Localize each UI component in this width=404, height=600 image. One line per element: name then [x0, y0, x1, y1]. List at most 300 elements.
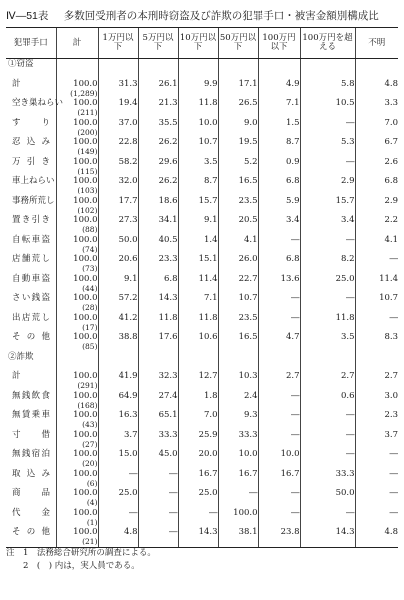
value-cell	[178, 488, 218, 508]
percentage-value: 15.1	[198, 254, 218, 264]
total-cell	[56, 176, 98, 196]
row-label-cell	[6, 352, 56, 372]
total-cell	[56, 157, 98, 177]
percentage-value: 5.8	[340, 78, 355, 89]
percentage-value: 25.9	[198, 429, 218, 440]
total-value: 100.0	[73, 468, 98, 479]
value-cell	[218, 118, 258, 138]
percentage-value: 1.4	[203, 234, 218, 245]
percentage-value: 26.5	[238, 98, 258, 108]
header-method: 犯罪手口	[6, 28, 56, 59]
value-cell	[355, 79, 398, 99]
percentage-value: 40.5	[158, 234, 178, 245]
percentage-value: 3.5	[203, 156, 218, 167]
value-cell	[300, 176, 355, 196]
percentage-value: 14.3	[158, 293, 178, 303]
percentage-value: 41.2	[118, 312, 138, 323]
percentage-value: 26.1	[158, 78, 178, 89]
row-label: ②詐欺	[8, 351, 34, 362]
percentage-value: 38.8	[118, 332, 138, 342]
value-cell	[178, 157, 218, 177]
value-cell	[138, 79, 178, 99]
row-label-cell	[6, 391, 56, 411]
table-row	[6, 508, 398, 528]
percentage-value: 19.5	[238, 137, 258, 147]
table-row	[6, 79, 398, 99]
value-cell	[178, 371, 218, 391]
percentage-value: 11.8	[158, 312, 178, 323]
value-cell	[178, 430, 218, 450]
row-label-cell	[6, 274, 56, 294]
value-cell	[178, 235, 218, 255]
percentage-value: 6.8	[285, 254, 300, 264]
percentage-value: 9.9	[203, 78, 218, 89]
value-cell	[98, 430, 138, 450]
value-cell	[258, 98, 300, 118]
total-cell	[56, 430, 98, 450]
value-cell	[138, 527, 178, 547]
percentage-value: 3.7	[384, 429, 398, 440]
value-cell	[178, 137, 218, 157]
value-cell	[138, 98, 178, 118]
value-cell	[98, 196, 138, 216]
footnote-2: 2 ( ) 内は，実人員である。	[6, 561, 140, 571]
row-label-cell	[6, 59, 56, 79]
percentage-value: 18.6	[158, 195, 178, 206]
value-cell	[98, 469, 138, 489]
total-cell	[56, 293, 98, 313]
person-count: (1)	[86, 517, 98, 527]
value-cell	[355, 430, 398, 450]
total-value: 100.0	[73, 312, 98, 323]
value-cell	[355, 59, 398, 79]
row-label: 事務所荒し	[12, 195, 55, 206]
value-cell	[355, 469, 398, 489]
row-label-cell	[6, 215, 56, 235]
value-cell	[138, 274, 178, 294]
percentage-value: ―	[169, 468, 178, 479]
table-row	[6, 215, 398, 235]
value-cell	[355, 235, 398, 255]
percentage-value: ―	[291, 312, 300, 323]
value-cell	[138, 196, 178, 216]
percentage-value: 2.7	[384, 371, 398, 381]
percentage-value: 10.7	[238, 293, 258, 303]
value-cell	[98, 254, 138, 274]
table-row	[6, 371, 398, 391]
value-cell	[258, 469, 300, 489]
percentage-value: ―	[291, 429, 300, 440]
value-cell	[138, 332, 178, 352]
percentage-value: 33.3	[158, 429, 178, 440]
percentage-value: ―	[291, 390, 300, 401]
person-count: (4)	[86, 498, 98, 507]
header-under-100k: 10万円以下	[178, 28, 218, 59]
row-label-cell	[6, 137, 56, 157]
value-cell	[138, 137, 178, 157]
percentage-value: 12.7	[198, 371, 218, 381]
percentage-value: ―	[346, 293, 355, 303]
value-cell	[218, 410, 258, 430]
value-cell	[98, 410, 138, 430]
person-count: (20)	[82, 459, 98, 468]
value-cell	[98, 118, 138, 138]
row-label: さい銭盗	[12, 293, 50, 303]
value-cell	[300, 352, 355, 372]
percentage-value: 35.5	[158, 117, 178, 128]
percentage-value: 22.7	[238, 273, 258, 284]
percentage-value: 3.7	[123, 429, 138, 440]
value-cell	[300, 235, 355, 255]
percentage-value: 38.1	[238, 527, 258, 537]
percentage-value: 31.3	[118, 78, 138, 89]
row-label: 置き引き	[12, 215, 50, 225]
percentage-value: ―	[389, 488, 398, 498]
table-row	[6, 98, 398, 118]
crime-table	[6, 27, 398, 548]
value-cell	[300, 79, 355, 99]
value-cell	[98, 235, 138, 255]
person-count: (28)	[82, 303, 98, 312]
value-cell	[98, 332, 138, 352]
value-cell	[258, 508, 300, 528]
percentage-value: 50.0	[335, 488, 355, 498]
total-cell	[56, 215, 98, 235]
percentage-value: 11.4	[379, 273, 398, 284]
value-cell	[218, 235, 258, 255]
person-count: (168)	[77, 400, 98, 410]
percentage-value: ―	[291, 234, 300, 245]
percentage-value: 14.3	[335, 527, 355, 537]
percentage-value	[356, 352, 399, 362]
value-cell	[355, 293, 398, 313]
percentage-value: 20.0	[198, 449, 218, 459]
value-cell	[300, 410, 355, 430]
value-cell	[138, 293, 178, 313]
value-cell	[138, 352, 178, 372]
value-cell	[300, 196, 355, 216]
row-label-cell	[6, 254, 56, 274]
row-label: 代 金	[12, 507, 50, 518]
row-label-cell	[6, 371, 56, 391]
percentage-value: ―	[346, 507, 355, 518]
value-cell	[355, 137, 398, 157]
percentage-value: 6.8	[285, 176, 300, 186]
percentage-value: 2.3	[384, 410, 398, 420]
total-value: 100.0	[73, 215, 98, 225]
value-cell	[98, 59, 138, 79]
person-count: (115)	[77, 166, 98, 176]
value-cell	[98, 137, 138, 157]
percentage-value: 16.7	[280, 468, 300, 479]
percentage-value: 4.1	[243, 234, 258, 245]
total-cell	[56, 352, 98, 372]
row-label: 店舗荒し	[12, 254, 50, 264]
percentage-value: 4.9	[285, 78, 300, 89]
total-cell	[56, 59, 98, 79]
value-cell	[218, 430, 258, 450]
person-count: (85)	[82, 342, 98, 351]
person-count: (21)	[82, 537, 98, 546]
percentage-value: 2.4	[243, 390, 258, 401]
value-cell	[138, 176, 178, 196]
value-cell	[138, 508, 178, 528]
percentage-value: 3.4	[340, 215, 355, 225]
value-cell	[178, 176, 218, 196]
percentage-value: 23.3	[158, 254, 178, 264]
percentage-value: 6.8	[384, 176, 398, 186]
percentage-value: 45.0	[158, 449, 178, 459]
total-cell	[56, 488, 98, 508]
percentage-value: 23.5	[238, 195, 258, 206]
percentage-value: 33.3	[335, 468, 355, 479]
percentage-value: ―	[169, 507, 178, 518]
header-unknown: 不明	[355, 28, 398, 59]
percentage-value: ―	[389, 449, 398, 459]
value-cell	[98, 488, 138, 508]
percentage-value: 16.5	[238, 332, 258, 342]
percentage-value	[259, 352, 300, 362]
percentage-value: 26.0	[238, 254, 258, 264]
person-count: (17)	[82, 322, 98, 332]
person-count: (200)	[77, 127, 98, 137]
percentage-value: 16.7	[198, 468, 218, 479]
row-label-cell	[6, 430, 56, 450]
percentage-value	[259, 59, 300, 69]
percentage-value: 20.5	[238, 215, 258, 225]
percentage-value: 27.4	[158, 390, 178, 401]
value-cell	[138, 430, 178, 450]
percentage-value	[219, 352, 258, 362]
percentage-value: 26.2	[158, 137, 178, 147]
percentage-value: 25.0	[118, 488, 138, 498]
value-cell	[300, 488, 355, 508]
value-cell	[178, 508, 218, 528]
value-cell	[300, 118, 355, 138]
percentage-value: 15.7	[198, 195, 218, 206]
value-cell	[98, 157, 138, 177]
percentage-value: 34.1	[158, 215, 178, 225]
value-cell	[98, 79, 138, 99]
percentage-value: 1.8	[203, 390, 218, 401]
header-under-500k: 50万円以下	[218, 28, 258, 59]
value-cell	[300, 215, 355, 235]
value-cell	[218, 469, 258, 489]
value-cell	[218, 157, 258, 177]
value-cell	[218, 137, 258, 157]
row-label: 無銭宿泊	[12, 449, 50, 459]
value-cell	[258, 235, 300, 255]
value-cell	[258, 137, 300, 157]
row-label: す り	[12, 117, 50, 128]
table-row	[6, 254, 398, 274]
percentage-value: 2.9	[340, 176, 355, 186]
percentage-value: 4.1	[384, 234, 398, 245]
row-label: 取込み	[12, 468, 50, 479]
row-label: 寸 借	[12, 429, 50, 440]
person-count: (44)	[82, 283, 98, 293]
percentage-value: 7.0	[384, 117, 398, 128]
percentage-value	[356, 59, 399, 69]
total-value: 100.0	[73, 234, 98, 245]
percentage-value: 11.4	[198, 273, 218, 284]
percentage-value: 29.6	[158, 156, 178, 167]
percentage-value: 25.0	[335, 273, 355, 284]
value-cell	[138, 235, 178, 255]
value-cell	[178, 352, 218, 372]
total-value: 100.0	[73, 410, 98, 420]
percentage-value	[301, 59, 355, 69]
table-row	[6, 176, 398, 196]
total-cell	[56, 449, 98, 469]
row-label-cell	[6, 527, 56, 547]
value-cell	[300, 98, 355, 118]
percentage-value: 2.7	[340, 371, 355, 381]
value-cell	[258, 371, 300, 391]
table-row	[6, 235, 398, 255]
row-label-cell	[6, 313, 56, 333]
percentage-value: 8.7	[203, 176, 218, 186]
total-value: 100.0	[73, 156, 98, 167]
total-cell	[56, 469, 98, 489]
value-cell	[98, 449, 138, 469]
value-cell	[300, 254, 355, 274]
row-label-cell	[6, 449, 56, 469]
table-row	[6, 293, 398, 313]
footnote-1: 注 1 法務総合研究所の調査による。	[6, 548, 156, 558]
total-cell	[56, 254, 98, 274]
percentage-value: 8.7	[285, 137, 300, 147]
percentage-value: 2.2	[384, 215, 398, 225]
value-cell	[258, 410, 300, 430]
percentage-value	[99, 59, 138, 69]
value-cell	[218, 371, 258, 391]
percentage-value: ―	[346, 410, 355, 420]
row-label: 空き巣ねらい	[12, 98, 64, 108]
percentage-value: 4.7	[285, 332, 300, 342]
row-label: 無銭飲食	[12, 390, 50, 401]
percentage-value: 64.9	[118, 390, 138, 401]
value-cell	[178, 79, 218, 99]
percentage-value: ―	[389, 312, 398, 323]
percentage-value	[99, 352, 138, 362]
percentage-value: 8.3	[384, 332, 398, 342]
value-cell	[258, 352, 300, 372]
value-cell	[178, 313, 218, 333]
value-cell	[258, 391, 300, 411]
value-cell	[355, 196, 398, 216]
value-cell	[258, 254, 300, 274]
row-label: ①窃盗	[8, 59, 34, 69]
value-cell	[218, 313, 258, 333]
percentage-value: 21.3	[158, 98, 178, 108]
percentage-value: 33.3	[238, 429, 258, 440]
percentage-value: 11.8	[198, 312, 218, 323]
total-value: 100.0	[73, 117, 98, 128]
percentage-value: 7.0	[203, 410, 218, 420]
table-title	[6, 8, 379, 23]
value-cell	[355, 410, 398, 430]
value-cell	[218, 196, 258, 216]
value-cell	[258, 449, 300, 469]
value-cell	[138, 449, 178, 469]
value-cell	[98, 98, 138, 118]
value-cell	[98, 293, 138, 313]
value-cell	[218, 488, 258, 508]
value-cell	[178, 196, 218, 216]
percentage-value: ―	[346, 156, 355, 167]
person-count: (74)	[82, 244, 98, 254]
value-cell	[138, 371, 178, 391]
section-row	[6, 59, 398, 79]
row-label: 忍込み	[12, 137, 50, 147]
percentage-value: 14.3	[198, 527, 218, 537]
value-cell	[355, 508, 398, 528]
percentage-value: 16.3	[118, 410, 138, 420]
value-cell	[300, 508, 355, 528]
row-label-cell	[6, 410, 56, 430]
value-cell	[258, 59, 300, 79]
total-cell	[56, 527, 98, 547]
value-cell	[355, 352, 398, 372]
header-row	[6, 28, 398, 59]
total-value: 100.0	[73, 137, 98, 147]
percentage-value: ―	[389, 468, 398, 479]
value-cell	[300, 313, 355, 333]
total-cell	[56, 313, 98, 333]
row-label-cell	[6, 196, 56, 216]
value-cell	[355, 118, 398, 138]
percentage-value: 32.3	[158, 371, 178, 381]
percentage-value: 19.4	[118, 98, 138, 108]
total-value: 100.0	[73, 273, 98, 284]
percentage-value: 0.9	[285, 156, 300, 167]
section-row	[6, 352, 398, 372]
row-label: 万引き	[12, 156, 50, 167]
value-cell	[300, 469, 355, 489]
percentage-value: 27.3	[118, 215, 138, 225]
value-cell	[258, 313, 300, 333]
value-cell	[355, 488, 398, 508]
percentage-value: 10.7	[198, 137, 218, 147]
percentage-value: 6.8	[163, 273, 178, 284]
person-count: (103)	[77, 186, 98, 195]
percentage-value: 6.7	[384, 137, 398, 147]
header-under-10k: 1万円以下	[98, 28, 138, 59]
total-value: 100.0	[73, 254, 98, 264]
value-cell	[218, 215, 258, 235]
value-cell	[138, 59, 178, 79]
value-cell	[300, 157, 355, 177]
percentage-value: 16.7	[238, 468, 258, 479]
percentage-value: ―	[346, 429, 355, 440]
total-cell	[56, 137, 98, 157]
value-cell	[218, 59, 258, 79]
percentage-value: 10.0	[280, 449, 300, 459]
value-cell	[178, 293, 218, 313]
value-cell	[300, 430, 355, 450]
value-cell	[300, 274, 355, 294]
percentage-value: 10.0	[198, 117, 218, 128]
value-cell	[258, 274, 300, 294]
row-label: 商 品	[12, 488, 50, 498]
value-cell	[218, 274, 258, 294]
row-label-cell	[6, 332, 56, 352]
row-label: 無賃乗車	[12, 410, 50, 420]
percentage-value: 50.0	[118, 234, 138, 245]
percentage-value: 100.0	[233, 507, 258, 518]
value-cell	[178, 449, 218, 469]
